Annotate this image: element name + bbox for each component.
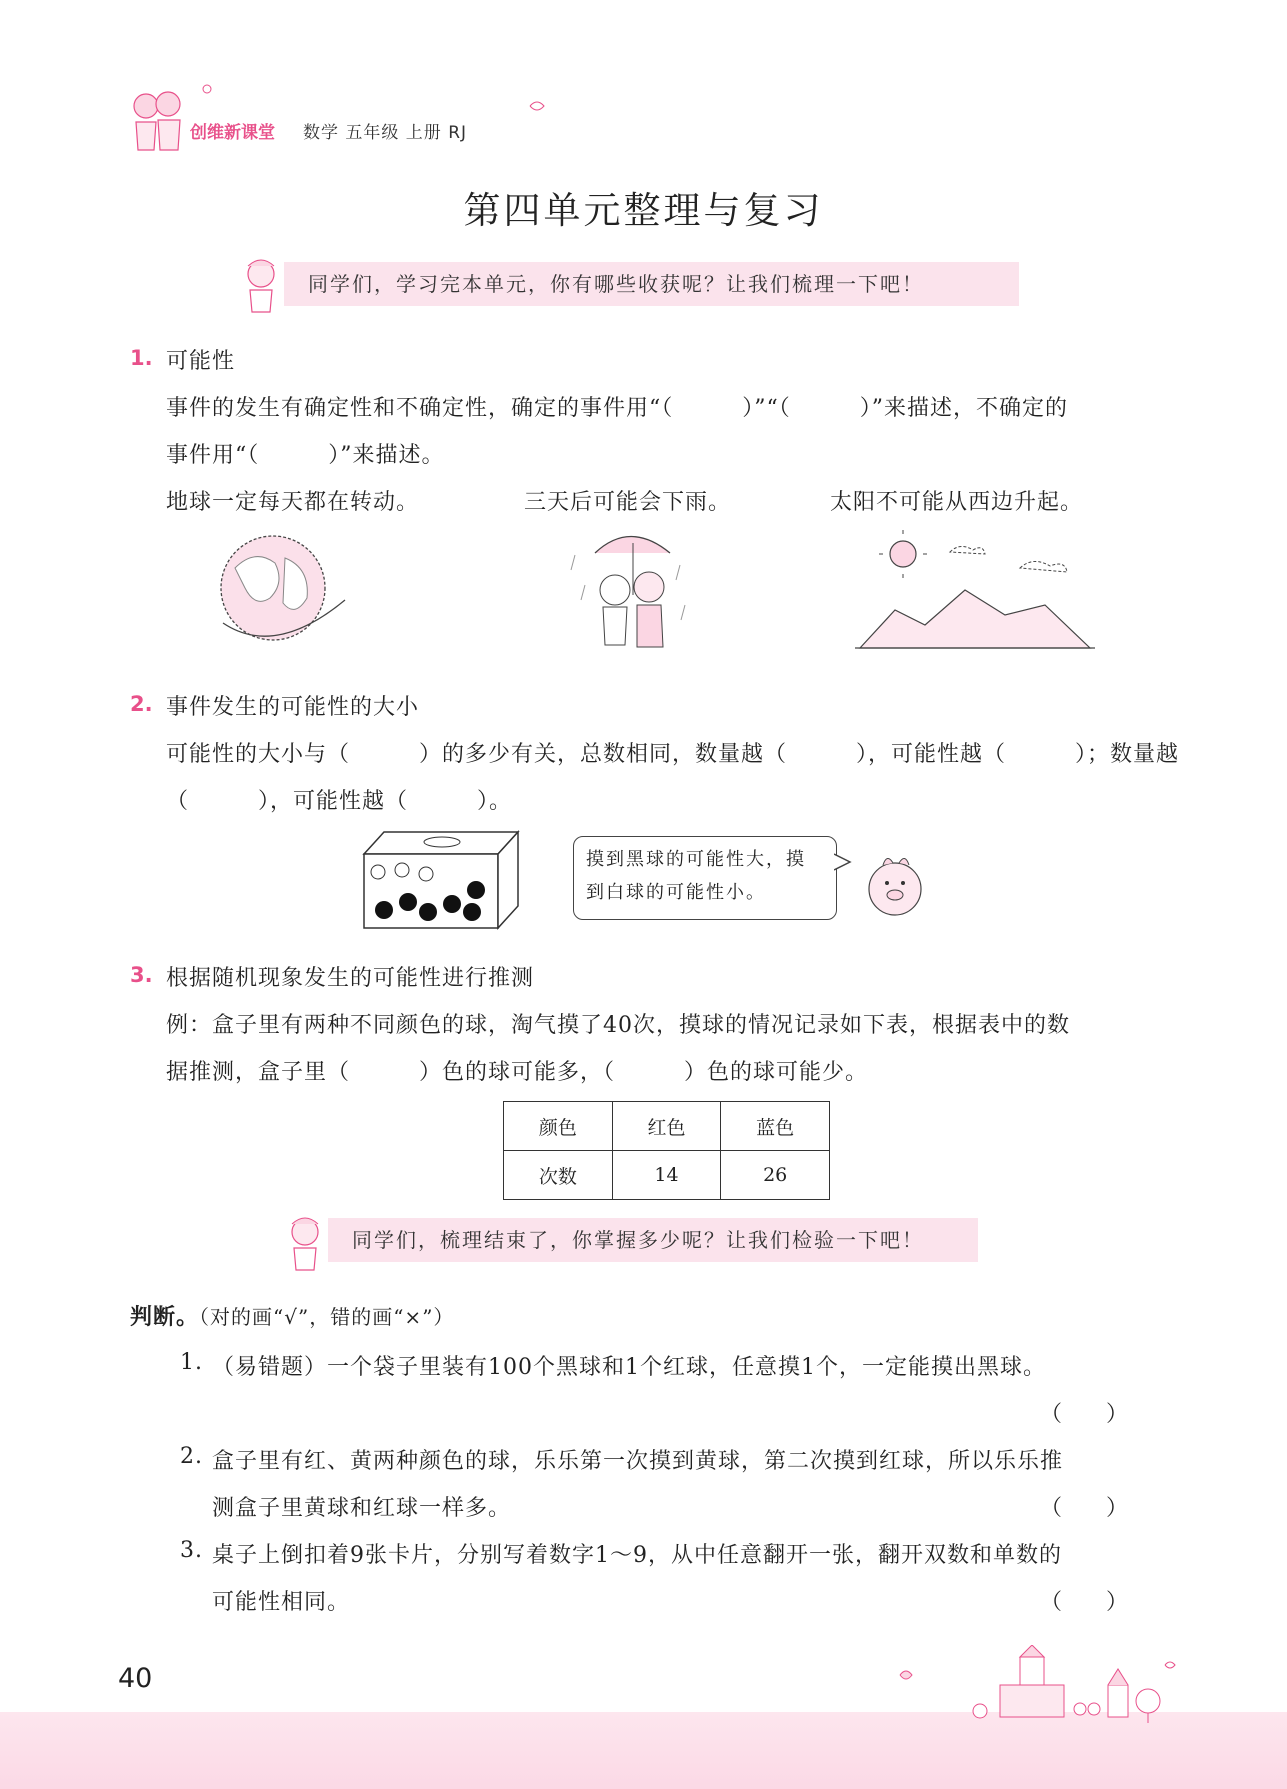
judge-heading (130, 1300, 454, 1331)
table-cell: 次数 (504, 1151, 613, 1200)
judge-item-text: 桌子上倒扣着9张卡片，分别写着数字1～9，从中任意翻开一张，翻开双数和单数的 (212, 1543, 1062, 1568)
section-number: 3. (130, 963, 153, 987)
page-title: 第四单元整理与复习 (463, 189, 824, 232)
table-cell: 14 (612, 1151, 721, 1200)
judge-item-number: 2. (180, 1444, 203, 1469)
example-caption: 三天后可能会下雨。 (524, 490, 732, 515)
answer-blank[interactable]: （ ） (1040, 1590, 1129, 1615)
judge-item-number: 3. (180, 1538, 203, 1563)
judge-heading-bold: 判断。 (130, 1305, 200, 1330)
table-cell: 红色 (612, 1102, 721, 1151)
table-row (504, 1151, 830, 1200)
answer-blank[interactable]: （ ） (1040, 1496, 1129, 1521)
judge-item-text: 测盒子里黄球和红球一样多。 (212, 1496, 512, 1521)
judge-item-text: （易错题）一个袋子里装有100个黑球和1个红球，任意摸1个，一定能摸出黑球。 (212, 1355, 1046, 1380)
bubble-tail-icon (834, 852, 852, 872)
table-row (504, 1102, 830, 1151)
page-number: 40 (118, 1663, 153, 1694)
example-caption: 地球一定每天都在转动。 (166, 490, 420, 515)
record-table (503, 1101, 830, 1200)
header-brand: 创维新课堂 (190, 123, 275, 143)
section-text: 例：盒子里有两种不同颜色的球，淘气摸了40次，摸球的情况记录如下表，根据表中的数 (166, 1013, 1070, 1038)
judge-item-number: 1. (180, 1350, 203, 1375)
judge-heading-note: （对的画“√”，错的画“×”） (199, 1305, 455, 1329)
section-heading: 事件发生的可能性的大小 (166, 695, 420, 720)
student-mascot-icon (236, 256, 286, 314)
table-cell: 颜色 (504, 1102, 613, 1151)
answer-blank[interactable]: （ ） (1040, 1402, 1129, 1427)
castle-decoration-icon (880, 1645, 1180, 1725)
header-mascot-icon (128, 88, 188, 160)
flower-icon (528, 98, 546, 114)
section-text: （ ），可能性越（ ）。 (166, 789, 513, 814)
bubble-line: 到白球的可能性小。 (586, 882, 766, 903)
rain-children-icon (565, 525, 695, 660)
speech-bubble (573, 836, 837, 920)
section-text: 事件用“（ ）”来描述。 (166, 443, 445, 468)
section-number: 1. (130, 346, 153, 370)
flower-icon (200, 82, 214, 96)
bubble-line: 摸到黑球的可能性大，摸 (586, 849, 806, 870)
section-number: 2. (130, 692, 153, 716)
earth-icon (215, 528, 350, 648)
section-text: 可能性的大小与（ ）的多少有关，总数相同，数量越（ ），可能性越（ ）；数量越 (166, 742, 1180, 767)
ball-box-icon (362, 830, 522, 930)
section-text: 事件的发生有确定性和不确定性，确定的事件用“（ ）”“（ ）”来描述，不确定的 (166, 396, 1068, 421)
section-heading: 根据随机现象发生的可能性进行推测 (166, 966, 535, 991)
example-caption: 太阳不可能从西边升起。 (830, 490, 1084, 515)
table-cell: 蓝色 (721, 1102, 830, 1151)
judge-item-text: 可能性相同。 (212, 1590, 351, 1615)
section-text: 据推测，盒子里（ ）色的球可能多，（ ）色的球可能少。 (166, 1060, 869, 1085)
table-cell: 26 (721, 1151, 830, 1200)
section-heading: 可能性 (166, 349, 236, 374)
student-mascot-icon (280, 1214, 330, 1272)
header-subject: 数学 五年级 上册 RJ (303, 123, 468, 143)
summary-banner: 同学们，学习完本单元，你有哪些收获呢？让我们梳理一下吧！ (284, 262, 1019, 306)
sunrise-landscape-icon (855, 530, 1095, 655)
judge-item-text: 盒子里有红、黄两种颜色的球，乐乐第一次摸到黄球，第二次摸到红球，所以乐乐推 (212, 1449, 1064, 1474)
check-banner: 同学们，梳理结束了，你掌握多少呢？让我们检验一下吧！ (328, 1218, 978, 1262)
pig-mascot-icon (855, 845, 935, 925)
